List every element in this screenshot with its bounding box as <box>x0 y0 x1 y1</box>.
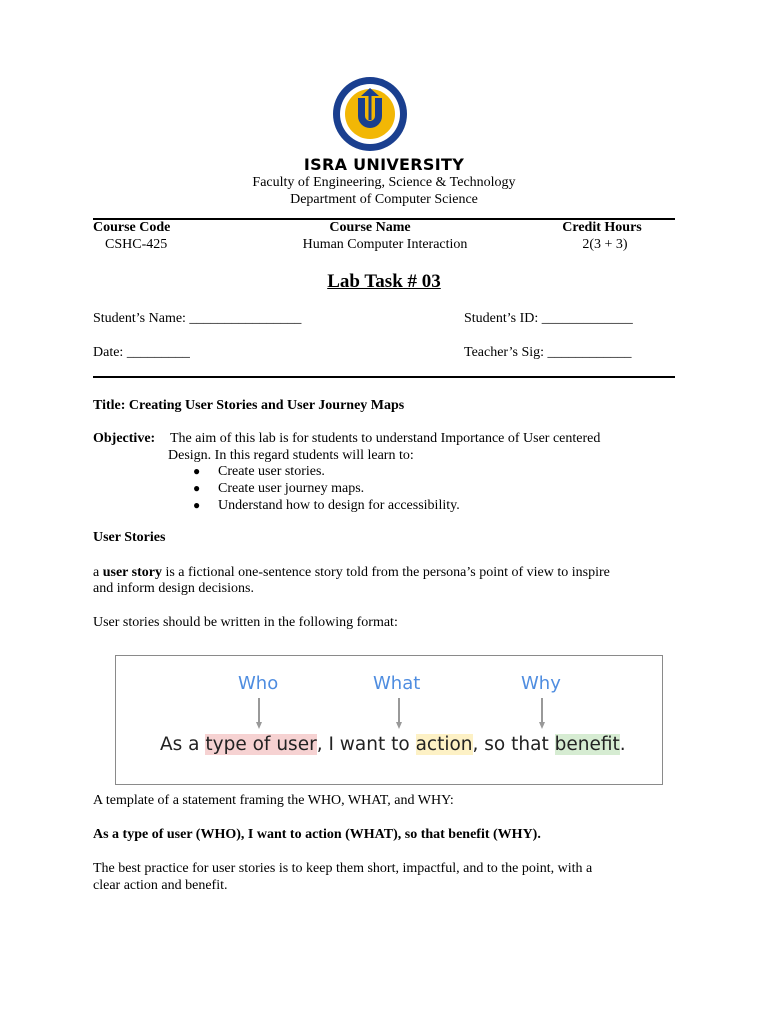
fields-divider <box>93 376 675 378</box>
faculty-name: Faculty of Engineering, Science & Technology <box>252 175 516 190</box>
best-practice-line-2: clear action and benefit. <box>93 878 228 893</box>
student-name-field: Student’s Name: ________________ <box>93 311 302 326</box>
user-story-format-figure <box>115 655 663 785</box>
what-label: What <box>373 673 421 694</box>
credit-hours-label: Credit Hours <box>562 220 642 235</box>
bullet-icon: ● <box>193 481 201 495</box>
defined-term: user story <box>102 565 162 580</box>
arrow-down-icon <box>539 698 545 730</box>
university-seal-icon <box>332 76 408 152</box>
course-name-value: Human Computer Interaction <box>302 237 468 252</box>
benefit-highlight: benefit <box>554 734 620 755</box>
lab-title-line: Title: Creating User Stories and User Journey Maps <box>93 398 405 413</box>
objective-line-1: The aim of this lab is for students to understand Importance of User centered <box>170 431 601 446</box>
objective-bullet-list <box>193 463 460 514</box>
date-field: Date: _________ <box>93 345 190 360</box>
objective-label: Objective: <box>93 431 156 446</box>
user-story-sentence: As a type of user, I want to action, so that benefit. <box>160 734 626 755</box>
arrow-down-icon <box>256 698 262 730</box>
template-caption: A template of a statement framing the WHO, WHAT, and WHY: <box>93 793 454 808</box>
definition-line-2: and inform design decisions. <box>93 581 254 596</box>
university-name: ISRA UNIVERSITY <box>303 155 465 174</box>
arrow-down-icon <box>396 698 402 730</box>
course-name-label: Course Name <box>329 220 411 235</box>
action-highlight: action <box>415 734 473 755</box>
lab-task-title: Lab Task # 03 <box>327 271 441 292</box>
teacher-sig-field: Teacher’s Sig: ____________ <box>464 345 632 360</box>
list-item: ● Create user stories. <box>193 464 325 479</box>
bullet-icon: ● <box>193 498 201 512</box>
definition-line-1: a user story is a fictional one-sentence story told from the persona’s point of view to inspire <box>93 565 610 580</box>
who-label: Who <box>238 673 279 694</box>
format-intro: User stories should be written in the following format: <box>93 615 398 630</box>
credit-hours-value: 2(3 + 3) <box>582 237 628 252</box>
student-id-field: Student’s ID: _____________ <box>464 311 633 326</box>
why-label: Why <box>521 673 561 694</box>
list-item: ● Understand how to design for accessibility. <box>193 498 460 513</box>
user-stories-heading: User Stories <box>93 530 166 545</box>
university-logo <box>332 76 408 152</box>
department-name: Department of Computer Science <box>290 192 478 207</box>
course-code-label: Course Code <box>93 220 171 235</box>
list-item: ● Create user journey maps. <box>193 481 365 496</box>
best-practice-line-1: The best practice for user stories is to keep them short, impactful, and to the point, with a <box>93 861 593 876</box>
course-code-value: CSHC-425 <box>105 237 168 252</box>
type-of-user-highlight: type of user <box>205 734 317 755</box>
objective-line-2: Design. In this regard students will learn to: <box>168 448 414 463</box>
template-statement: As a type of user (WHO), I want to action (WHAT), so that benefit (WHY). <box>93 827 541 842</box>
bullet-icon: ● <box>193 464 201 478</box>
